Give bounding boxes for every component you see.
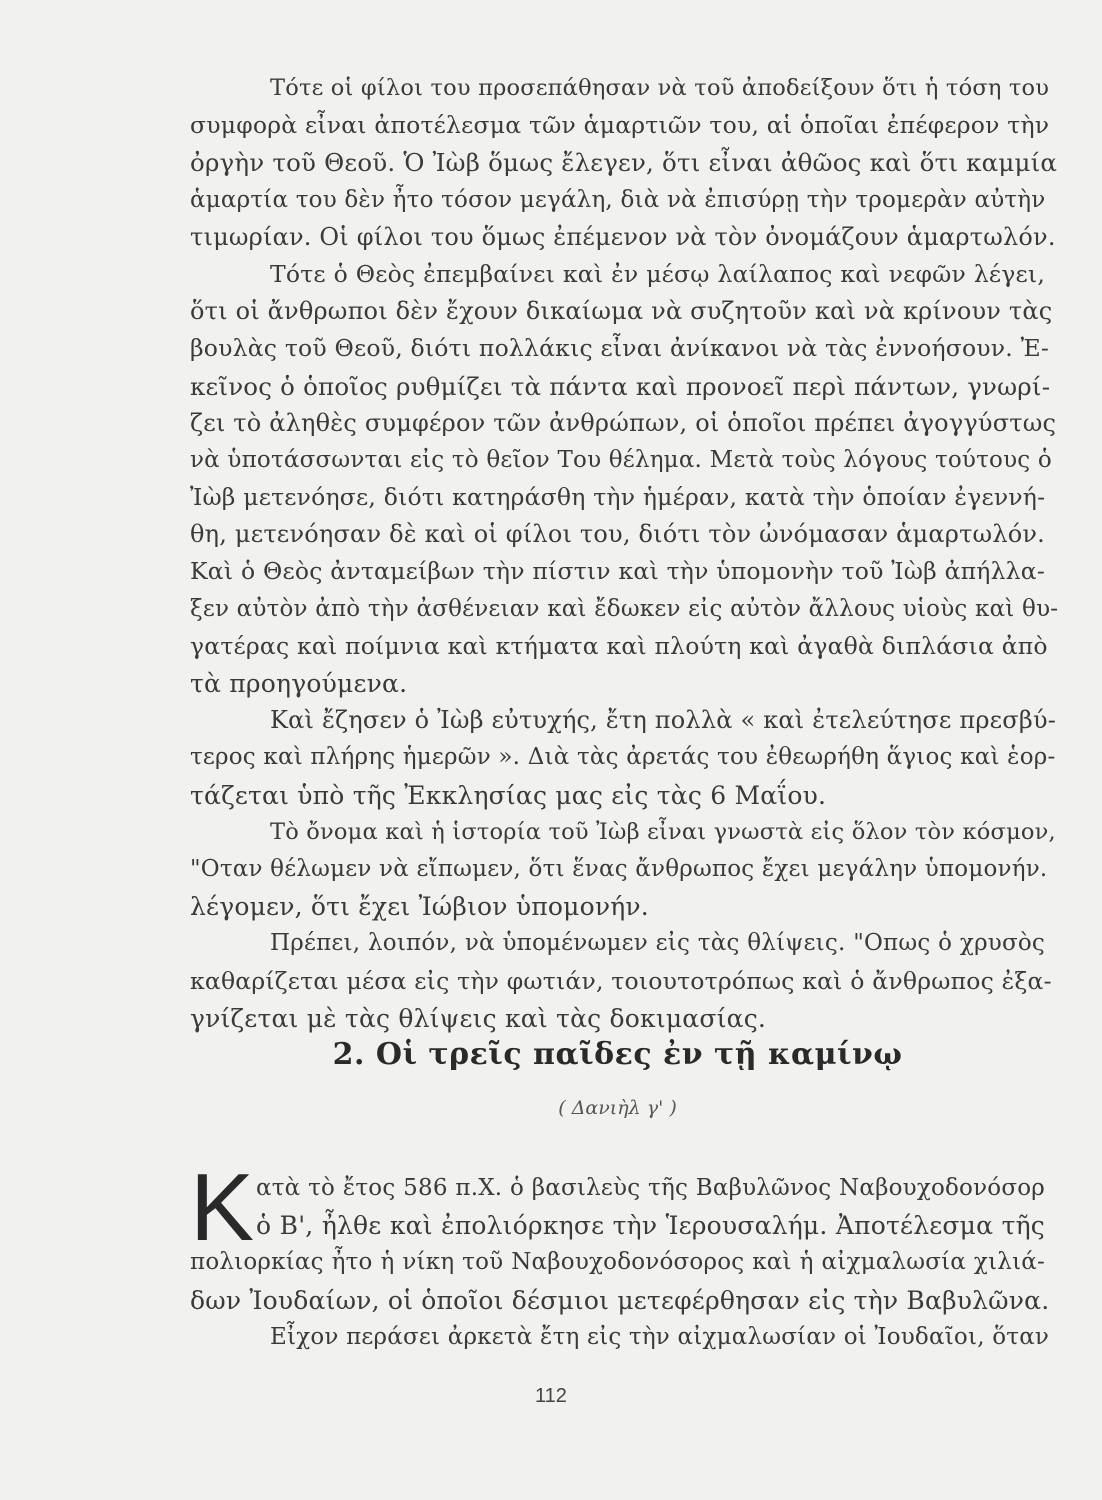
text-line: δων Ἰουδαίων, οἱ ὁποῖοι δέσμιοι μετεφέρθησαν εἰς τὴν Βαβυλῶνα.: [190, 1285, 1050, 1315]
section-reference: ( Δανιὴλ γ' ): [558, 1097, 677, 1119]
text-line: ξεν αὐτὸν ἀπὸ τὴν ἀσθένειαν καὶ ἔδωκεν εἰς αὐτὸν ἄλλους υἱοὺς καὶ θυ-: [190, 595, 1059, 622]
text-line: τερος καὶ πλήρης ἡμερῶν ». Διὰ τὰς ἀρετάς του ἐθεωρήθη ἅγιος καὶ ἑορ-: [190, 744, 1056, 771]
text-line: Πρέπει, λοιπόν, νὰ ὑπομένωμεν εἰς τὰς θλίψεις. "Οπως ὁ χρυσὸς: [270, 930, 1045, 957]
text-line: λέγομεν, ὅτι ἔχει Ἰώβιον ὑπομονήν.: [190, 892, 649, 922]
text-line: Εἶχον περάσει ἀρκετὰ ἔτη εἰς τὴν αἰχμαλωσίαν οἱ Ἰουδαῖοι, ὅταν: [270, 1323, 1050, 1350]
text-line: πολιορκίας ἦτο ἡ νίκη τοῦ Ναβουχοδονόσορος καὶ ἡ αἰχμαλωσία χιλιά-: [190, 1249, 1045, 1276]
text-line: Καὶ ἔζησεν ὁ Ἰὼβ εὐτυχής, ἔτη πολλὰ « καὶ ἐτελεύτησε πρεσβύ-: [270, 706, 1057, 735]
body-text: [190, 70, 1059, 1037]
text-line: τάζεται ὑπὸ τῆς Ἐκκλησίας μας εἰς τὰς 6 Μαΐου.: [190, 780, 827, 810]
drop-cap: Κ: [190, 1154, 255, 1261]
text-line: ζει τὸ ἀληθὲς συμφέρον τῶν ἀνθρώπων, οἱ ὁποῖοι πρέπει ἀγογγύστως: [190, 408, 1057, 437]
text-line: κεῖνος ὁ ὁποῖος ρυθμίζει τὰ πάντα καὶ προνοεῖ περὶ πάντων, γνωρί-: [190, 371, 1051, 401]
text-line: Τότε ὁ Θεὸς ἐπεμβαίνει καὶ ἐν μέσῳ λαίλαπος καὶ νεφῶν λέγει,: [270, 259, 1045, 288]
text-line: ατὰ τὸ ἔτος 586 π.Χ. ὁ βασιλεὺς τῆς Βαβυλῶνος Ναβουχοδονόσορ: [256, 1175, 1045, 1201]
text-line: Τὸ ὄνομα καὶ ἡ ἱστορία τοῦ Ἰὼβ εἶναι γνωστὰ εἰς ὅλον τὸν κόσμον,: [270, 818, 1056, 845]
text-line: ὁ Β', ἦλθε καὶ ἐπολιόρκησε τὴν Ἱερουσαλήμ. Ἀποτέλεσμα τῆς: [256, 1211, 1045, 1241]
text-line: Ἰὼβ μετενόησε, διότι κατηράσθη τὴν ἡμέραν, κατὰ τὴν ὁποίαν ἐγεννή-: [190, 483, 1046, 512]
section-text: [190, 1154, 1050, 1356]
text-line: νὰ ὑποτάσσωνται εἰς τὸ θεῖον Του θέλημα. Μετὰ τοὺς λόγους τούτους ὁ: [190, 446, 1052, 473]
text-line: τιμωρίαν. Οἱ φίλοι του ὅμως ἐπέμενον νὰ τὸν ὀνομάζουν ἁμαρτωλόν.: [190, 222, 1056, 251]
text-line: θη, μετενόησαν δὲ καὶ οἱ φίλοι του, διότι τὸν ὠνόμασαν ἁμαρτωλόν.: [190, 520, 1045, 549]
text-line: Τότε οἱ φίλοι του προσεπάθησαν νὰ τοῦ ἀποδείξουν ὅτι ἡ τόση του: [270, 75, 1050, 101]
text-line: τὰ προηγούμενα.: [190, 669, 408, 698]
text-line: συμφορὰ εἶναι ἀποτέλεσμα τῶν ἁμαρτιῶν του, αἱ ὁποῖαι ἐπέφερον τὴν: [190, 111, 1050, 140]
text-line: Καὶ ὁ Θεὸς ἀνταμείβων τὴν πίστιν καὶ τὴν ὑπομονὴν τοῦ Ἰὼβ ἀπήλλα-: [190, 557, 1045, 586]
text-line: γνίζεται μὲ τὰς θλίψεις καὶ τὰς δοκιμασίας.: [190, 1003, 767, 1033]
text-line: γατέρας καὶ ποίμνια καὶ κτήματα καὶ πλούτη καὶ ἀγαθὰ διπλάσια ἀπὸ: [190, 631, 1048, 660]
section-title: 2. Οἱ τρεῖς παῖδες ἐν τῇ καμίνῳ: [332, 1037, 903, 1072]
text-line: ὀργὴν τοῦ Θεοῦ. Ὁ Ἰὼβ ὅμως ἔλεγεν, ὅτι εἶναι ἀθῶος καὶ ὅτι καμμία: [190, 148, 1058, 178]
page-number: 112: [535, 1385, 567, 1407]
text-line: καθαρίζεται μέσα εἰς τὴν φωτιάν, τοιουτοτρόπως καὶ ὁ ἄνθρωπος ἐξα-: [190, 966, 1052, 995]
text-line: "Οταν θέλωμεν νὰ εἴπωμεν, ὅτι ἕνας ἄνθρωπος ἔχει μεγάλην ὑπομονήν.: [190, 855, 1048, 882]
text-line: ἁμαρτία του δὲν ἦτο τόσον μεγάλη, διὰ νὰ ἐπισύρῃ τὴν τρομερὰν αὐτὴν: [190, 186, 1046, 213]
text-line: βουλὰς τοῦ Θεοῦ, διότι πολλάκις εἶναι ἀνίκανοι νὰ τὰς ἐννοήσουν. Ἐ-: [190, 334, 1050, 363]
text-line: ὅτι οἱ ἄνθρωποι δὲν ἔχουν δικαίωμα νὰ συζητοῦν καὶ νὰ κρίνουν τὰς: [190, 297, 1053, 326]
